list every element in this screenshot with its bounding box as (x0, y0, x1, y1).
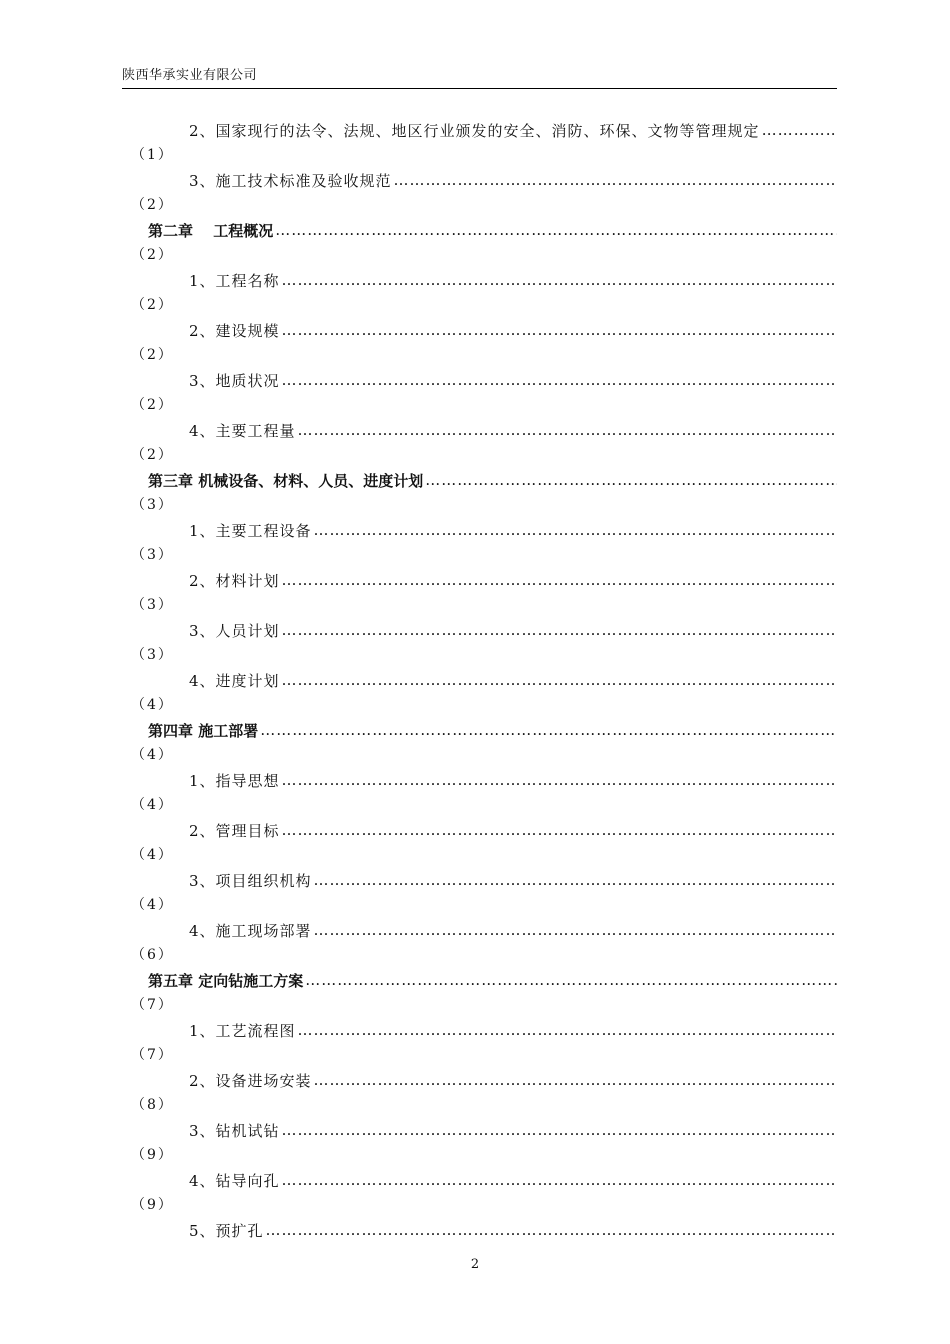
toc-section-entry[interactable] (131, 1018, 837, 1068)
toc-entry-label: 第二章 工程概况 (148, 221, 274, 240)
toc-section-entry[interactable] (131, 118, 837, 168)
toc-page-ref: （3） (131, 597, 174, 613)
toc-section-entry[interactable] (131, 868, 837, 918)
toc-entry-label: 3、钻机试钻 (189, 1121, 280, 1140)
toc-entry-label: 1、主要工程设备 (189, 521, 312, 540)
toc-entry-label: 4、主要工程量 (189, 421, 296, 440)
toc-page-ref: （3） (131, 497, 174, 513)
toc-section-entry[interactable] (131, 1168, 837, 1218)
toc-entry-label: 3、施工技术标准及验收规范 (189, 171, 392, 190)
toc-page-ref: （2） (131, 297, 174, 313)
toc-section-entry[interactable] (131, 318, 837, 368)
toc-leader-dots (282, 621, 837, 639)
company-name: 陕西华承实业有限公司 (122, 68, 258, 83)
toc-page-ref: （4） (131, 897, 174, 913)
toc-leader-dots (275, 221, 837, 239)
toc-entry-line (189, 1168, 837, 1192)
toc-entry-label: 1、工艺流程图 (189, 1021, 296, 1040)
toc-entry-line (189, 268, 837, 292)
toc-entry-line (148, 218, 837, 242)
toc-leader-dots (314, 921, 837, 939)
toc-page-ref: （1） (131, 147, 174, 163)
toc-entry-line (189, 318, 837, 342)
toc-entry-label: 2、建设规模 (189, 321, 280, 340)
toc-entry-label: 2、管理目标 (189, 821, 280, 840)
toc-section-entry[interactable] (131, 768, 837, 818)
toc-entry-line (189, 1218, 837, 1242)
toc-section-entry[interactable] (131, 918, 837, 968)
toc-leader-dots (266, 1221, 837, 1239)
toc-leader-dots (282, 821, 837, 839)
toc-page-ref: （6） (131, 947, 174, 963)
toc-entry-line (189, 768, 837, 792)
toc-entry-line (189, 1118, 837, 1142)
toc-entry-label: 4、施工现场部署 (189, 921, 312, 940)
toc-leader-dots (282, 571, 837, 589)
toc-leader-dots (394, 171, 837, 189)
toc-chapter-entry[interactable] (131, 218, 837, 268)
toc-section-entry[interactable] (131, 168, 837, 218)
toc-chapter-entry[interactable] (131, 468, 837, 518)
toc-leader-dots (314, 871, 837, 889)
toc-leader-dots (282, 1171, 837, 1189)
toc-entry-line (189, 518, 837, 542)
toc-entry-label: 3、人员计划 (189, 621, 280, 640)
toc-section-entry[interactable] (131, 1118, 837, 1168)
toc-leader-dots (282, 271, 837, 289)
toc-page-ref: （7） (131, 1047, 174, 1063)
toc-entry-label: 5、预扩孔 (189, 1221, 264, 1240)
toc-entry-label: 第三章 机械设备、材料、人员、进度计划 (148, 471, 424, 490)
toc-page-ref: （4） (131, 847, 174, 863)
toc-entry-line (189, 818, 837, 842)
toc-leader-dots (314, 1071, 837, 1089)
toc-section-entry[interactable] (131, 1068, 837, 1118)
toc-chapter-entry[interactable] (131, 718, 837, 768)
toc-entry-line (148, 718, 837, 742)
toc-entry-label: 1、指导思想 (189, 771, 280, 790)
toc-entry-line (189, 918, 837, 942)
page-number: 2 (470, 1257, 480, 1272)
toc-section-entry[interactable] (131, 818, 837, 868)
toc-entry-line (189, 168, 837, 192)
toc-leader-dots (314, 521, 837, 539)
toc-section-entry[interactable] (131, 518, 837, 568)
toc-leader-dots (260, 721, 837, 739)
toc-page-ref: （9） (131, 1197, 174, 1213)
toc-entry-line (189, 118, 837, 142)
toc-entry-line (189, 1018, 837, 1042)
toc-entry-line (189, 568, 837, 592)
toc-leader-dots (425, 471, 837, 489)
toc-entry-label: 3、地质状况 (189, 371, 280, 390)
toc-leader-dots (762, 121, 837, 139)
toc-leader-dots (282, 671, 837, 689)
toc-entry-line (189, 368, 837, 392)
toc-entry-label: 1、工程名称 (189, 271, 280, 290)
toc-entry-line (189, 668, 837, 692)
toc-page-ref: （4） (131, 797, 174, 813)
toc-leader-dots (282, 1121, 837, 1139)
table-of-contents (131, 118, 837, 1268)
toc-entry-line (148, 468, 837, 492)
toc-page-ref: （2） (131, 447, 174, 463)
toc-entry-label: 4、进度计划 (189, 671, 280, 690)
toc-section-entry[interactable] (131, 368, 837, 418)
toc-page-ref: （7） (131, 997, 174, 1013)
toc-leader-dots (282, 771, 837, 789)
toc-entry-label: 3、项目组织机构 (189, 871, 312, 890)
toc-section-entry[interactable] (131, 668, 837, 718)
page-header (122, 68, 837, 89)
toc-entry-line (189, 868, 837, 892)
toc-section-entry[interactable] (131, 418, 837, 468)
toc-entry-label: 4、钻导向孔 (189, 1171, 280, 1190)
toc-page-ref: （2） (131, 197, 174, 213)
toc-entry-line (189, 1068, 837, 1092)
toc-leader-dots (282, 371, 837, 389)
toc-section-entry[interactable] (131, 268, 837, 318)
toc-page-ref: （2） (131, 397, 174, 413)
toc-entry-label: 2、国家现行的法令、法规、地区行业颁发的安全、消防、环保、文物等管理规定 (189, 121, 760, 140)
toc-leader-dots (298, 421, 837, 439)
toc-page-ref: （8） (131, 1097, 174, 1113)
toc-page-ref: （4） (131, 747, 174, 763)
toc-page-ref: （2） (131, 247, 174, 263)
toc-page-ref: （3） (131, 547, 174, 563)
toc-entry-label: 第四章 施工部署 (148, 721, 259, 740)
toc-leader-dots (305, 971, 837, 989)
toc-section-entry[interactable] (131, 618, 837, 668)
toc-chapter-entry[interactable] (131, 968, 837, 1018)
toc-entry-line (189, 618, 837, 642)
toc-entry-line (189, 418, 837, 442)
toc-leader-dots (298, 1021, 837, 1039)
toc-entry-label: 第五章 定向钻施工方案 (148, 971, 304, 990)
toc-page-ref: （4） (131, 697, 174, 713)
toc-section-entry[interactable] (131, 568, 837, 618)
toc-page-ref: （2） (131, 347, 174, 363)
toc-entry-label: 2、材料计划 (189, 571, 280, 590)
toc-entry-line (148, 968, 837, 992)
toc-page-ref: （3） (131, 647, 174, 663)
toc-page-ref: （9） (131, 1147, 174, 1163)
toc-entry-label: 2、设备进场安装 (189, 1071, 312, 1090)
toc-leader-dots (282, 321, 837, 339)
